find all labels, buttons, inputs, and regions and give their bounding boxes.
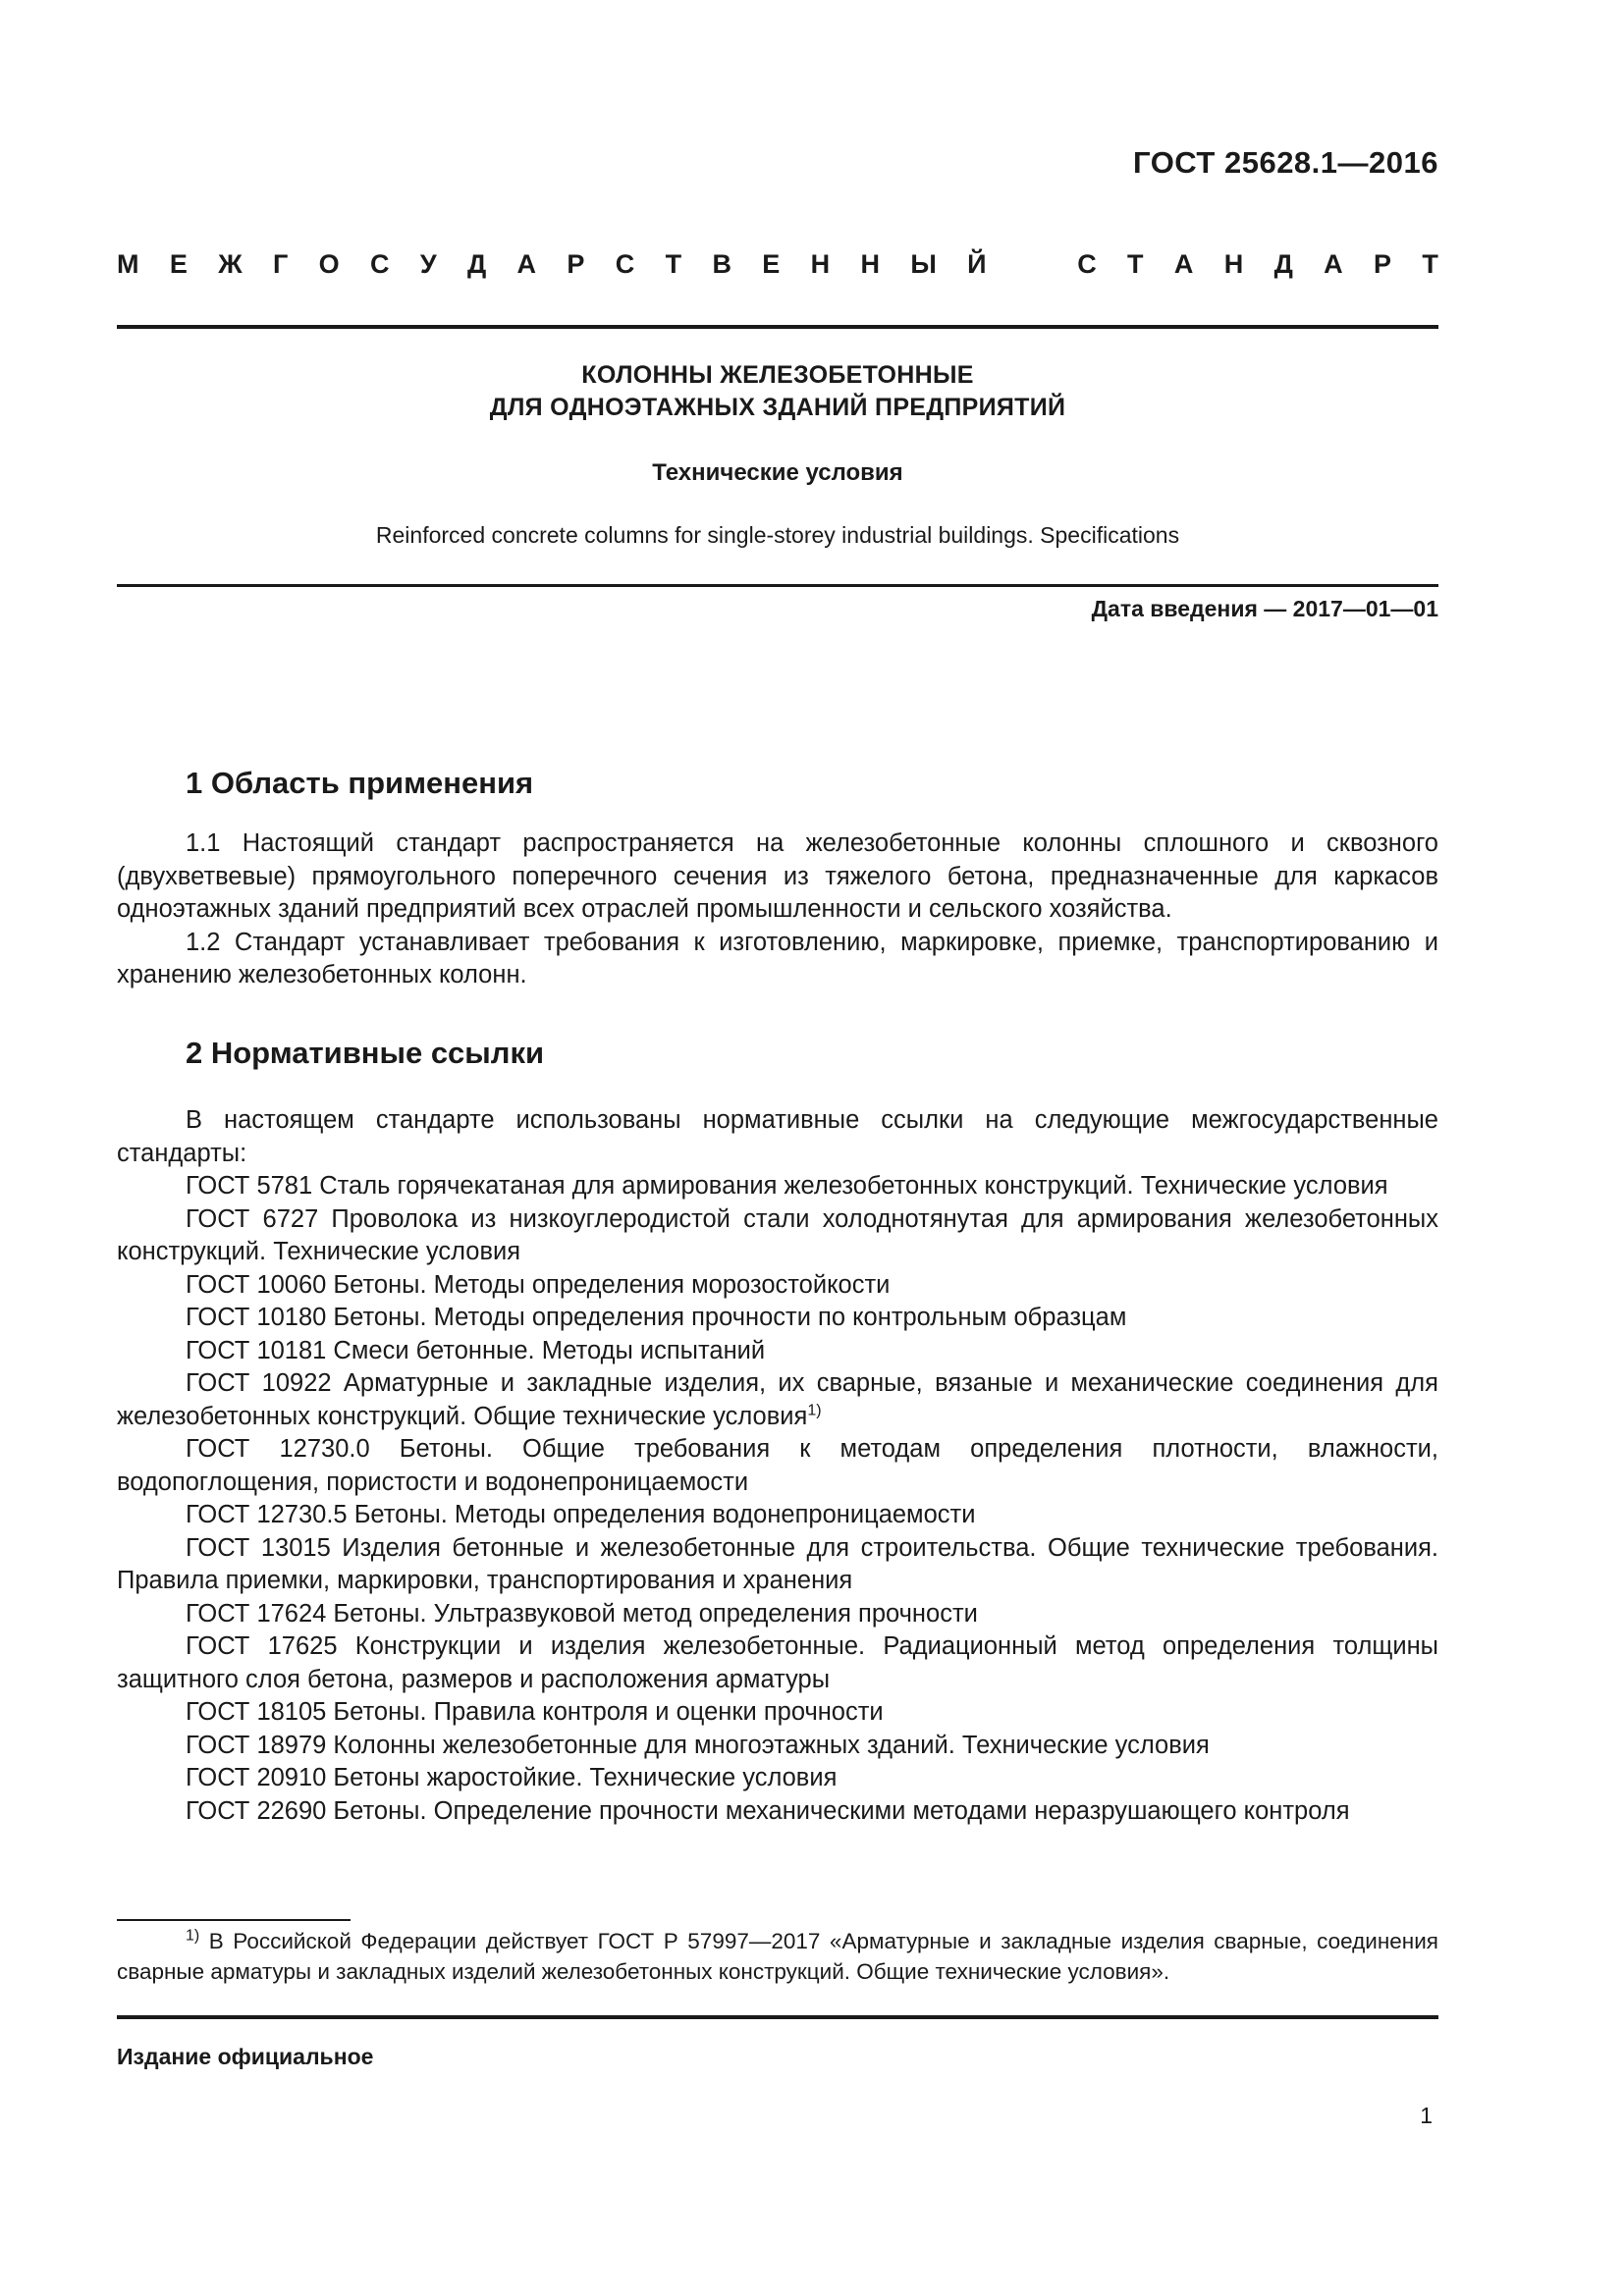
reference-item: ГОСТ 18105 Бетоны. Правила контроля и оценки прочности: [186, 1698, 884, 1726]
interstate-letter: Ы: [910, 249, 937, 279]
reference-item: ГОСТ 6727 Проволока из низкоуглеродистой стали холоднотянутая для армирования железобетонных конструкций. Технические условия: [117, 1204, 1438, 1265]
section-heading: 1 Область применения: [186, 766, 534, 800]
document-subtitle: Технические условия: [652, 459, 903, 486]
reference-item: ГОСТ 13015 Изделия бетонные и железобетонные для строительства. Общие технические требования. Правила приемки, маркировки, транспортирования и хранения: [117, 1533, 1438, 1594]
reference-item-footnoted: [117, 1367, 1438, 1433]
footnote-marker: 1): [807, 1402, 822, 1418]
section-scope: [117, 764, 1438, 992]
footnote-text: В Российской Федерации действует ГОСТ Р 57997—2017 «Арматурные и закладные изделия сварные, соединения сварные арматуры и закладных изделий железобетонных конструкций. Общие технические условия».: [117, 1929, 1438, 1984]
interstate-letter: Т: [1422, 249, 1438, 279]
introduction-date: Дата введения — 2017—01—01: [1091, 596, 1438, 621]
official-edition-label: Издание официальное: [117, 2044, 374, 2069]
footnote: [117, 1926, 1438, 1987]
interstate-letter: С: [369, 249, 390, 279]
reference-item: ГОСТ 10180 Бетоны. Методы определения прочности по контрольным образцам: [186, 1304, 1127, 1331]
interstate-letter: Г: [272, 249, 289, 279]
document-title-line2: ДЛЯ ОДНОЭТАЖНЫХ ЗДАНИЙ ПРЕДПРИЯТИЙ: [489, 394, 1066, 421]
interstate-letter: Н: [810, 249, 831, 279]
reference-item: ГОСТ 18979 Колонны железобетонные для многоэтажных зданий. Технические условия: [186, 1731, 1210, 1759]
reference-item: ГОСТ 10181 Смеси бетонные. Методы испытаний: [186, 1336, 766, 1364]
document-code: ГОСТ 25628.1—2016: [1133, 145, 1438, 180]
footer-divider: [117, 2015, 1438, 2019]
reference-item: ГОСТ 12730.0 Бетоны. Общие требования к методам определения плотности, влажности, водопоглощения, пористости и водонепроницаемости: [117, 1435, 1438, 1496]
interstate-letter: О: [318, 249, 340, 279]
interstate-letter: Р: [567, 249, 585, 279]
interstate-letter: Т: [1127, 249, 1144, 279]
interstate-letter: Й: [967, 249, 987, 279]
interstate-letter: Т: [665, 249, 682, 279]
interstate-letter: С: [615, 249, 635, 279]
reference-item: ГОСТ 17624 Бетоны. Ультразвуковой метод определения прочности: [186, 1599, 978, 1628]
interstate-letter: Е: [762, 249, 781, 279]
interstate-letter: У: [419, 249, 437, 279]
interstate-letter: Р: [1374, 249, 1392, 279]
interstate-letter: А: [516, 249, 537, 279]
interstate-letter: С: [1077, 249, 1097, 279]
reference-item: ГОСТ 10060 Бетоны. Методы определения морозостойкости: [186, 1270, 891, 1299]
word-gap: [1017, 249, 1047, 280]
header-divider: [117, 325, 1438, 329]
page-number: 1: [1420, 2103, 1433, 2128]
footnote-divider: [117, 1919, 351, 1921]
footnote-marker: 1): [186, 1927, 200, 1945]
interstate-letter: Н: [860, 249, 880, 279]
interstate-letter: Е: [169, 249, 188, 279]
interstate-letter: Д: [466, 249, 487, 279]
interstate-letter: А: [1173, 249, 1194, 279]
interstate-standard-banner: [117, 249, 1438, 280]
reference-item: ГОСТ 22690 Бетоны. Определение прочности механическими методами неразрушающего контроля: [186, 1796, 1350, 1825]
paragraph: В настоящем стандарте использованы нормативные ссылки на следующие межгосударственные стандарты:: [117, 1106, 1438, 1167]
interstate-letter: А: [1324, 249, 1343, 279]
paragraph: 1.2 Стандарт устанавливает требования к изготовлению, маркировке, приемке, транспортированию и хранению железобетонных колонн.: [117, 928, 1438, 988]
english-title: Reinforced concrete columns for single-storey industrial buildings. Specifications: [375, 522, 1180, 548]
document-title-line1: КОЛОННЫ ЖЕЛЕЗОБЕТОННЫЕ: [581, 361, 974, 389]
reference-item: ГОСТ 20910 Бетоны жаростойкие. Технические условия: [186, 1764, 838, 1791]
title-block: [117, 359, 1438, 549]
interstate-letter: М: [117, 249, 139, 279]
interstate-letter: Д: [1273, 249, 1293, 279]
document-page: [117, 0, 1438, 2296]
section-heading: 2 Нормативные ссылки: [186, 1036, 545, 1070]
reference-item: ГОСТ 5781 Сталь горячекатаная для армирования железобетонных конструкций. Технические условия: [186, 1172, 1388, 1200]
reference-text: ГОСТ 10922 Арматурные и закладные изделия, их сварные, вязаные и механические соединения для железобетонных конструкций. Общие технические условия: [117, 1369, 1438, 1430]
reference-item: ГОСТ 12730.5 Бетоны. Методы определения водонепроницаемости: [186, 1501, 976, 1528]
section-normative-references: [117, 1034, 1438, 1828]
interstate-letter: Ж: [218, 249, 243, 279]
paragraph: 1.1 Настоящий стандарт распространяется на железобетонные колонны сплошного и сквозного (двухветвевые) прямоугольного поперечного сечения из тяжелого бетона, предназначенные для каркасов одноэтажных зданий предприятий всех отраслей промышленности и сельского хозяйства.: [117, 829, 1438, 923]
reference-item: ГОСТ 17625 Конструкции и изделия железобетонные. Радиационный метод определения толщины защитного слоя бетона, размеров и расположения арматуры: [117, 1632, 1438, 1693]
interstate-letter: Н: [1223, 249, 1244, 279]
interstate-letter: В: [712, 249, 731, 279]
title-divider: [117, 584, 1438, 587]
